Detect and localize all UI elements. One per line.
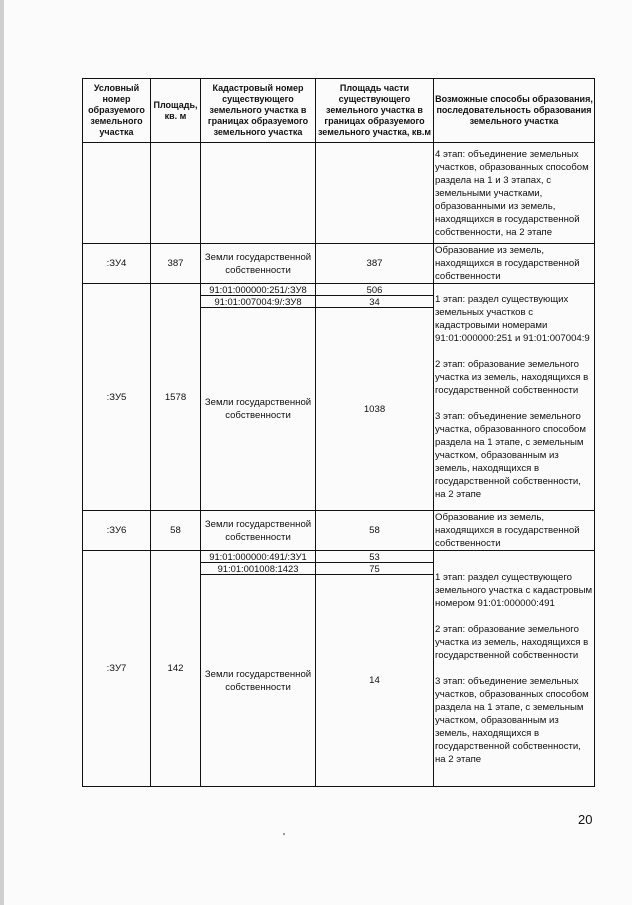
- part-area: 506: [316, 284, 434, 296]
- header-parcel-number: Условный номер образуемого земельного участка: [83, 79, 151, 143]
- parcel-number: :ЗУ4: [83, 244, 151, 284]
- parcel-area: 387: [151, 244, 201, 284]
- continued-ways-cell: 4 этап: объединение земельных участков, образованных способом раздела на 1 и 3 этапах, с земельными участками, образованными из земель, находящихся в государственной собственности, на 2 этапе: [434, 143, 595, 244]
- parcel-number: :ЗУ6: [83, 511, 151, 551]
- parcel-area: 142: [151, 551, 201, 787]
- formation-ways: Образование из земель, находящихся в государственной собственности: [434, 511, 595, 551]
- part-area: 1038: [316, 308, 434, 511]
- formation-ways: 1 этап: раздел существующих земельных участков с кадастровыми номерами 91:01:000000:251 и 91:01:007004:9 2 этап: образование земельного участка из земель, находящихся в государственной собственности 3 этап: объединение земельного участка, образованного способом раздела на 1 этапе, с земельным участком, образованным из земель, находящихся в государственной собственности, на 2 этапе: [434, 284, 595, 511]
- part-area: 34: [316, 296, 434, 308]
- scan-dot: [283, 833, 285, 835]
- source-land: Земли государственной собственности: [201, 511, 316, 551]
- parcel-number: :ЗУ7: [83, 551, 151, 787]
- table-row-zu6: [83, 511, 595, 551]
- source-land: Земли государственной собственности: [201, 244, 316, 284]
- cadastral-number: 91:01:001008:1423: [201, 563, 316, 575]
- cadastral-number: 91:01:000000:491/:ЗУ1: [201, 551, 316, 563]
- cadastral-number: 91:01:007004:9/:ЗУ8: [201, 296, 316, 308]
- land-parcels-table: [82, 78, 595, 787]
- part-area: 14: [316, 575, 434, 787]
- parcel-area: 58: [151, 511, 201, 551]
- part-area: 75: [316, 563, 434, 575]
- page-edge: [0, 0, 4, 905]
- table-row-zu4: [83, 244, 595, 284]
- page-number: 20: [578, 812, 593, 827]
- parcel-area: 1578: [151, 284, 201, 511]
- formation-ways: Образование из земель, находящихся в государственной собственности: [434, 244, 595, 284]
- source-land: Земли государственной собственности: [201, 308, 316, 511]
- table-header-row: [83, 79, 595, 143]
- table-row-continued: [83, 143, 595, 244]
- formation-ways: 1 этап: раздел существующего земельного участка с кадастровым номером 91:01:000000:491 2 этап: образование земельного участка из земель, находящихся в государственной собственности 3 этап: объединение земельных участков, образованных способом раздела на 1 этапе, с земельным участком, образованным из земель, находящихся в государственной собственности, на 2 этапе: [434, 551, 595, 787]
- parcel-number: :ЗУ5: [83, 284, 151, 511]
- header-part-area: Площадь части существующего земельного участка в границах образуемого земельного участка, кв.м: [316, 79, 434, 143]
- cadastral-number: 91:01:000000:251/:ЗУ8: [201, 284, 316, 296]
- table-row-zu7: [83, 551, 595, 563]
- header-area: Площадь, кв. м: [151, 79, 201, 143]
- part-area: 58: [316, 511, 434, 551]
- header-cadastral-number: Кадастровый номер существующего земельного участка в границах образуемого земельного участка: [201, 79, 316, 143]
- header-formation-ways: Возможные способы образования, последовательность образования земельного участка: [434, 79, 595, 143]
- source-land: Земли государственной собственности: [201, 575, 316, 787]
- part-area: 53: [316, 551, 434, 563]
- table-row-zu5: [83, 284, 595, 296]
- part-area: 387: [316, 244, 434, 284]
